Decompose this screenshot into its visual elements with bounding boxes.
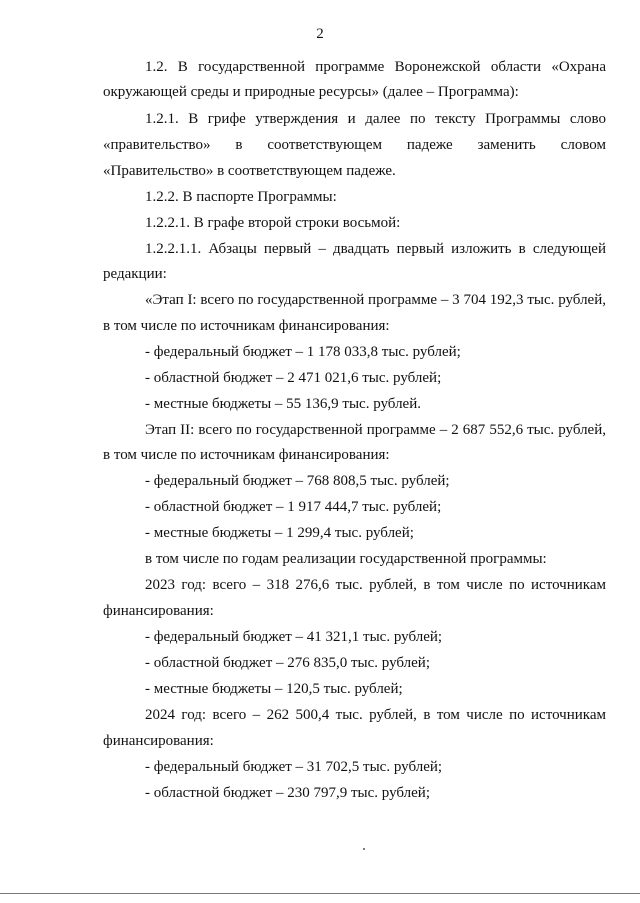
scan-edge-line xyxy=(0,893,640,894)
scan-speck xyxy=(363,848,365,850)
list-item: - местные бюджеты – 120,5 тыс. рублей; xyxy=(145,681,403,697)
paragraph-line: в том числе по годам реализации государственной программы: xyxy=(145,551,547,567)
list-item: - областной бюджет – 1 917 444,7 тыс. рублей; xyxy=(145,499,442,515)
paragraph-line: в том числе по источникам финансирования: xyxy=(103,447,390,463)
list-item: - областной бюджет – 276 835,0 тыс. рублей; xyxy=(145,655,430,671)
paragraph-line: Этап II: всего по государственной программе – 2 687 552,6 тыс. рублей, xyxy=(145,422,606,438)
list-item: - федеральный бюджет – 31 702,5 тыс. рублей; xyxy=(145,759,443,775)
paragraph-line: 1.2.2.1. В графе второй строки восьмой: xyxy=(145,215,401,231)
paragraph-line: «Правительство» в соответствующем падеже. xyxy=(103,163,396,179)
list-item: - местные бюджеты – 55 136,9 тыс. рублей. xyxy=(145,396,421,412)
paragraph-line: 1.2.2. В паспорте Программы: xyxy=(145,189,337,205)
list-item: - областной бюджет – 230 797,9 тыс. рублей; xyxy=(145,785,430,801)
paragraph-line: 2023 год: всего – 318 276,6 тыс. рублей, в том числе по источникам xyxy=(145,577,606,593)
paragraph-line: «правительство» в соответствующем падеже заменить словом xyxy=(103,137,606,153)
paragraph-line: «Этап I: всего по государственной программе – 3 704 192,3 тыс. рублей, xyxy=(145,292,606,308)
paragraph-line: 2024 год: всего – 262 500,4 тыс. рублей, в том числе по источникам xyxy=(145,707,606,723)
list-item: - местные бюджеты – 1 299,4 тыс. рублей; xyxy=(145,525,414,541)
list-item: - федеральный бюджет – 41 321,1 тыс. рублей; xyxy=(145,629,443,645)
list-item: - федеральный бюджет – 768 808,5 тыс. рублей; xyxy=(145,473,450,489)
paragraph-line: окружающей среды и природные ресурсы» (далее – Программа): xyxy=(103,84,519,100)
paragraph-line: финансирования: xyxy=(103,603,214,619)
paragraph-line: 1.2.2.1.1. Абзацы первый – двадцать первый изложить в следующей xyxy=(145,241,606,257)
list-item: - областной бюджет – 2 471 021,6 тыс. рублей; xyxy=(145,370,442,386)
paragraph-line: в том числе по источникам финансирования: xyxy=(103,318,390,334)
page-number: 2 xyxy=(316,26,324,42)
paragraph-line: редакции: xyxy=(103,266,167,282)
paragraph-line: 1.2.1. В грифе утверждения и далее по тексту Программы слово xyxy=(145,111,606,127)
list-item: - федеральный бюджет – 1 178 033,8 тыс. рублей; xyxy=(145,344,461,360)
paragraph-line: финансирования: xyxy=(103,733,214,749)
paragraph-line: 1.2. В государственной программе Воронежской области «Охрана xyxy=(145,59,606,75)
